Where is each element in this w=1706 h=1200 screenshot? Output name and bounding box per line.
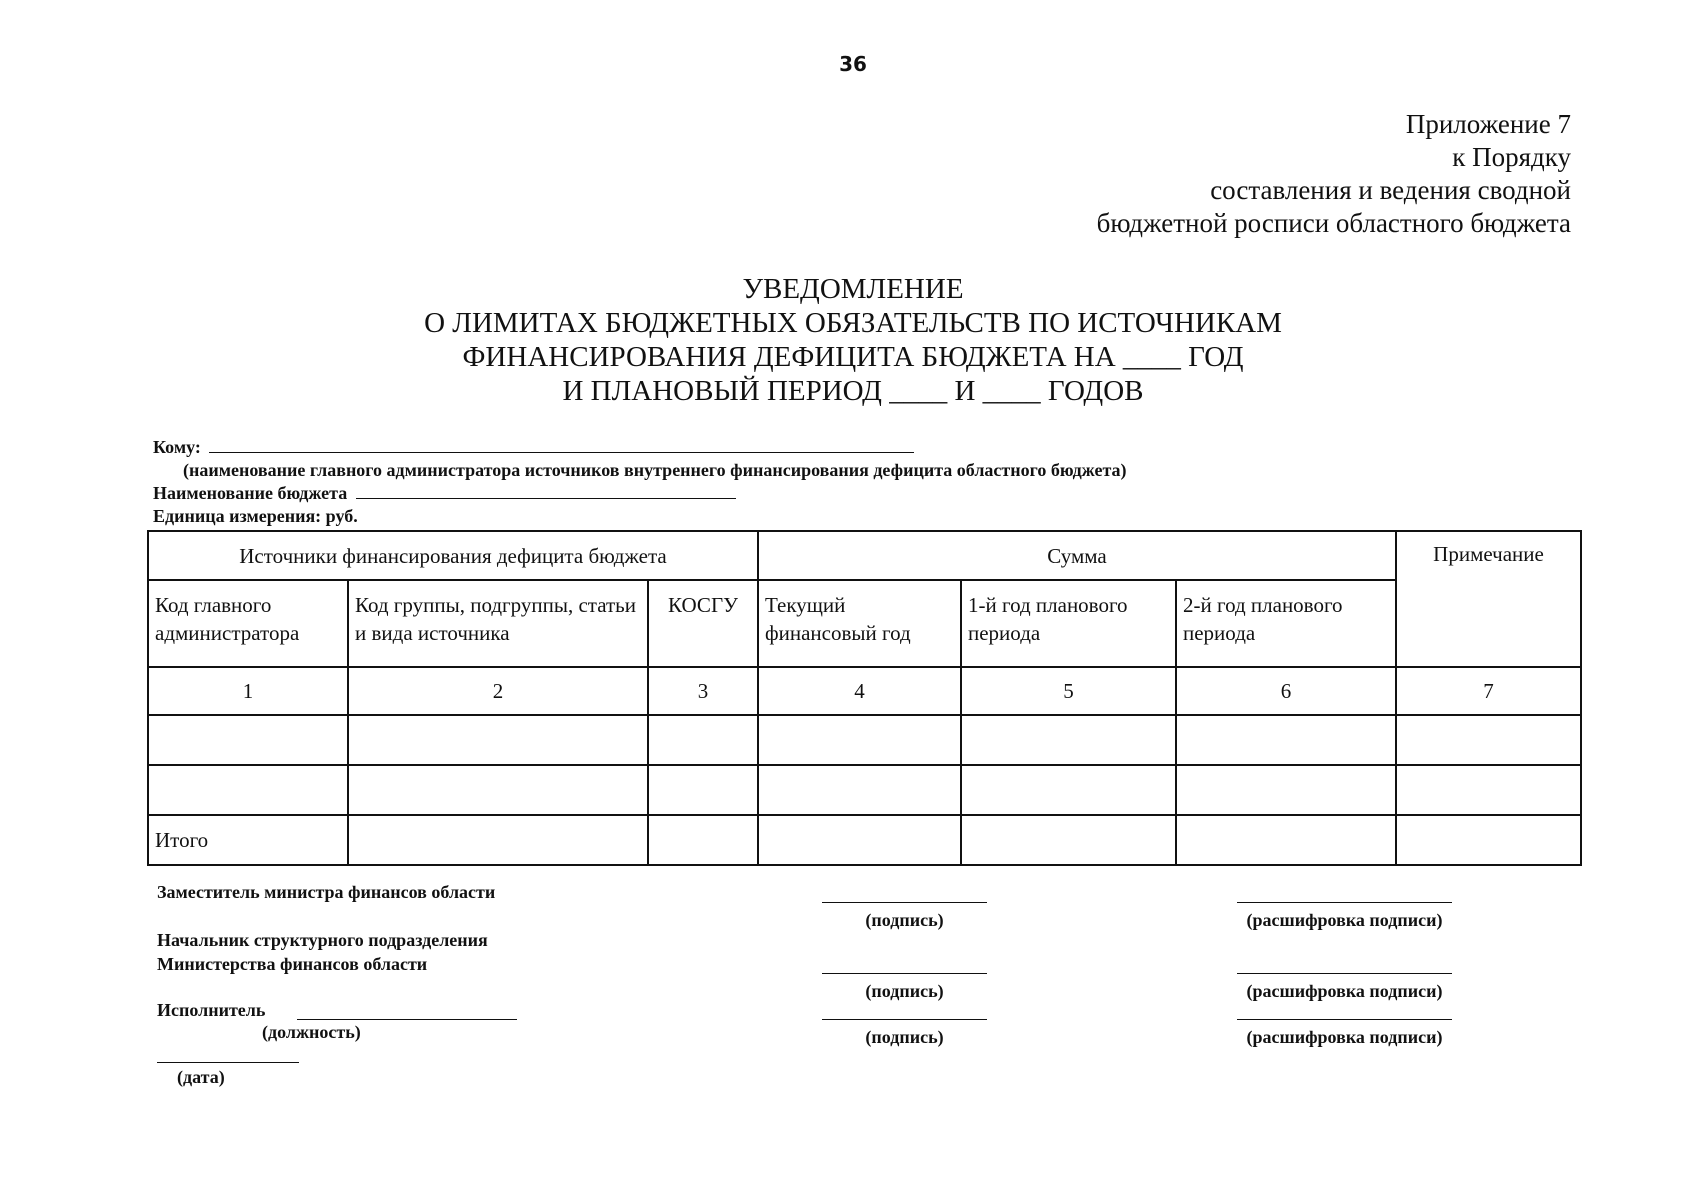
position-hint: (должность) <box>262 1022 361 1042</box>
table-cell[interactable] <box>961 765 1176 815</box>
column-number: 6 <box>1176 667 1396 715</box>
decoding-hint: (расшифровка подписи) <box>1246 910 1443 930</box>
table-cell[interactable] <box>648 715 758 765</box>
document-title <box>0 272 1706 408</box>
table-cell[interactable] <box>1396 715 1581 765</box>
column-number: 3 <box>648 667 758 715</box>
date-hint: (дата) <box>177 1067 225 1087</box>
header-sum: Сумма <box>758 531 1396 580</box>
header-plan-year-2: 2-й год планового периода <box>1176 580 1396 667</box>
table-cell[interactable] <box>648 815 758 865</box>
decoding-line[interactable] <box>1237 973 1452 974</box>
decoding-hint: (расшифровка подписи) <box>1246 1027 1443 1047</box>
signature-hint: (подпись) <box>865 981 944 1001</box>
column-number: 4 <box>758 667 961 715</box>
appendix-line: к Порядку <box>1452 142 1571 172</box>
table-cell[interactable] <box>758 765 961 815</box>
table-cell[interactable] <box>758 715 961 765</box>
table-cell[interactable] <box>961 715 1176 765</box>
total-row <box>148 815 1581 865</box>
table-row <box>148 715 1581 765</box>
header-plan-year-1: 1-й год планового периода <box>961 580 1176 667</box>
signature-line[interactable] <box>822 902 987 903</box>
table-row <box>148 765 1581 815</box>
table-cell[interactable] <box>1176 815 1396 865</box>
total-label: Итого <box>148 815 348 865</box>
table-cell[interactable] <box>148 715 348 765</box>
table-cell[interactable] <box>348 715 648 765</box>
appendix-line: бюджетной росписи областного бюджета <box>1096 208 1571 238</box>
appendix-header <box>1097 108 1571 240</box>
unit-label: Единица измерения: руб. <box>153 506 358 526</box>
table-cell[interactable] <box>148 765 348 815</box>
budget-name-label: Наименование бюджета <box>153 483 348 503</box>
header-sources: Источники финансирования дефицита бюджета <box>148 531 758 580</box>
appendix-line: Приложение 7 <box>1405 109 1571 139</box>
title-line: И ПЛАНОВЫЙ ПЕРИОД ____ И ____ ГОДОВ <box>562 375 1144 407</box>
date-line[interactable] <box>157 1062 299 1063</box>
decoding-line[interactable] <box>1237 1019 1452 1020</box>
column-number: 5 <box>961 667 1176 715</box>
column-number: 2 <box>348 667 648 715</box>
header-group-code: Код группы, подгруппы, статьи и вида источника <box>348 580 648 667</box>
to-label: Кому: <box>153 437 201 457</box>
header-kosgu: КОСГУ <box>648 580 758 667</box>
budget-name-field[interactable] <box>356 482 736 499</box>
head-label-line1: Начальник структурного подразделения <box>157 930 488 950</box>
executor-label: Исполнитель <box>157 1000 266 1020</box>
title-line: О ЛИМИТАХ БЮДЖЕТНЫХ ОБЯЗАТЕЛЬСТВ ПО ИСТОЧНИКАМ <box>424 307 1282 339</box>
table-cell[interactable] <box>961 815 1176 865</box>
title-line: ФИНАНСИРОВАНИЯ ДЕФИЦИТА БЮДЖЕТА НА ____ ГОД <box>462 341 1244 373</box>
column-number: 1 <box>148 667 348 715</box>
header-note: Примечание <box>1396 531 1581 667</box>
table-cell[interactable] <box>758 815 961 865</box>
position-line[interactable] <box>297 1019 517 1020</box>
appendix-line: составления и ведения сводной <box>1210 175 1571 205</box>
table-cell[interactable] <box>1396 815 1581 865</box>
signature-line[interactable] <box>822 1019 987 1020</box>
column-number: 7 <box>1396 667 1581 715</box>
recipient-block <box>153 436 1127 528</box>
to-field[interactable] <box>209 436 914 453</box>
page-number: 36 <box>839 52 867 76</box>
decoding-line[interactable] <box>1237 902 1452 903</box>
decoding-hint: (расшифровка подписи) <box>1246 981 1443 1001</box>
to-hint: (наименование главного администратора источников внутреннего финансирования дефицита областного бюджета) <box>183 460 1127 480</box>
table-cell[interactable] <box>648 765 758 815</box>
signature-hint: (подпись) <box>865 1027 944 1047</box>
head-label-line2: Министерства финансов области <box>157 954 428 974</box>
table-cell[interactable] <box>348 815 648 865</box>
table-cell[interactable] <box>1176 715 1396 765</box>
title-line: УВЕДОМЛЕНИЕ <box>742 273 964 305</box>
signature-line[interactable] <box>822 973 987 974</box>
table-cell[interactable] <box>1176 765 1396 815</box>
limits-table <box>147 530 1582 866</box>
header-current-year: Текущий финансовый год <box>758 580 961 667</box>
signature-hint: (подпись) <box>865 910 944 930</box>
deputy-minister-label: Заместитель министра финансов области <box>157 882 496 902</box>
table-cell[interactable] <box>348 765 648 815</box>
table-cell[interactable] <box>1396 765 1581 815</box>
header-admin-code: Код главного администратора <box>148 580 348 667</box>
